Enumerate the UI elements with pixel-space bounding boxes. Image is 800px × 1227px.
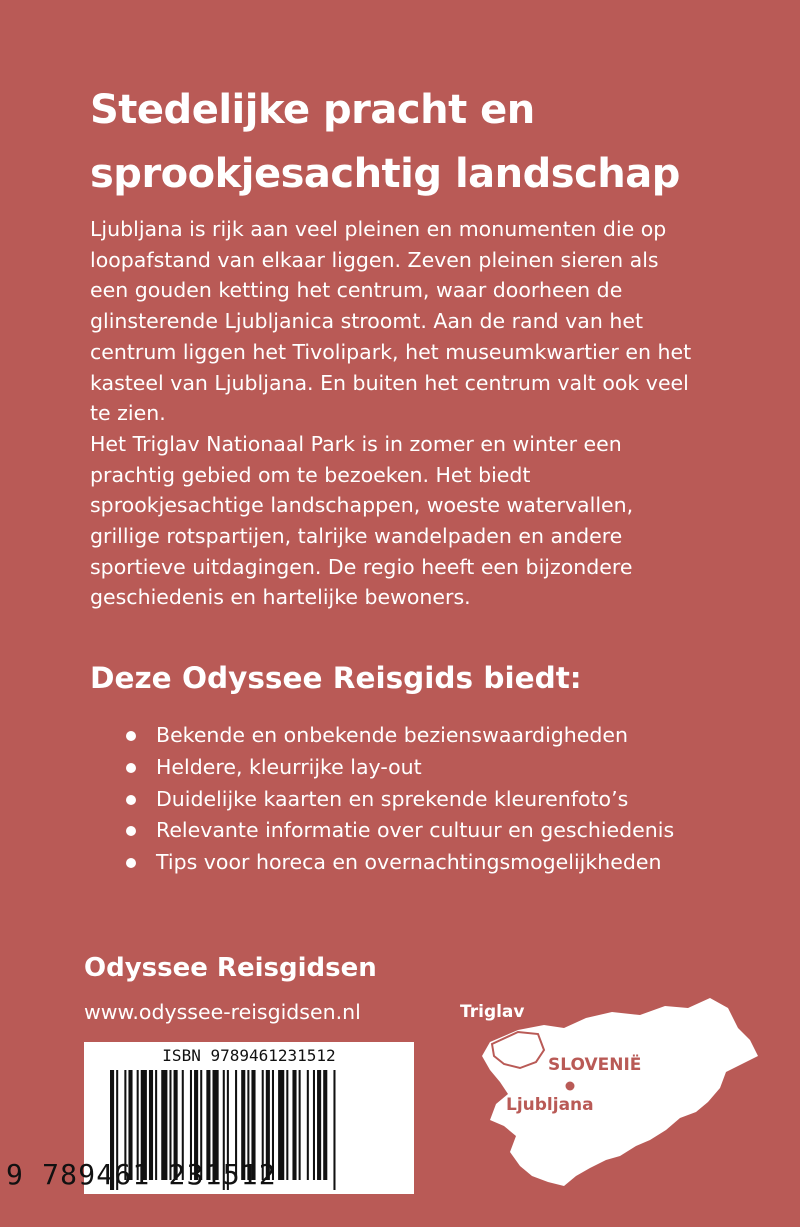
feature-text: Bekende en onbekende bezienswaardigheden	[156, 723, 629, 747]
paragraph-line: kasteel van Ljubljana. En buiten het centrum valt ook veel	[90, 370, 689, 395]
capital-dot-icon	[566, 1082, 575, 1091]
barcode-digits: 9 789461 231512	[6, 1158, 277, 1191]
paragraph-line: sportieve uitdagingen. De regio heeft een bijzondere	[90, 554, 633, 579]
publisher-website: www.odyssee-reisgidsen.nl	[84, 1000, 361, 1024]
list-item	[120, 815, 674, 847]
bullet-icon	[126, 731, 136, 741]
region-label: Triglav	[460, 1002, 525, 1022]
bullet-icon	[126, 858, 136, 868]
feature-text: Duidelijke kaarten en sprekende kleurenfoto’s	[156, 786, 629, 811]
feature-text: Tips voor horeca en overnachtingsmogelijkheden	[156, 850, 662, 875]
list-item	[120, 752, 674, 784]
list-item	[120, 847, 674, 879]
title-line: Stedelijke pracht en	[90, 87, 535, 133]
paragraph-line: een gouden ketting het centrum, waar doorheen de	[90, 278, 623, 303]
list-item	[120, 784, 674, 816]
country-label: SLOVENIË	[548, 1055, 642, 1075]
paragraph-line: geschiedenis en hartelijke bewoners.	[90, 585, 471, 610]
features-heading: Deze Odyssee Reisgids biedt:	[90, 661, 582, 695]
barcode-bar	[333, 1070, 335, 1190]
paragraph-line: centrum liggen het Tivolipark, het museumkwartier en het	[90, 339, 692, 364]
features-list	[120, 720, 674, 879]
feature-text: Heldere, kleurrijke lay-out	[156, 754, 422, 779]
list-item	[120, 720, 674, 752]
paragraph-line: Ljubljana is rijk aan veel pleinen en monumenten die op	[90, 217, 667, 241]
title-line: sprookjesachtig landschap	[90, 151, 680, 197]
paragraph-line: prachtig gebied om te bezoeken. Het biedt	[90, 462, 531, 487]
paragraph-line: sprookjesachtige landschappen, woeste watervallen,	[90, 493, 634, 518]
description-paragraph	[90, 214, 780, 613]
city-label: Ljubljana	[506, 1095, 594, 1115]
bullet-icon	[126, 826, 136, 836]
paragraph-line: Het Triglav Nationaal Park is in zomer en winter een	[90, 431, 622, 456]
paragraph-line: glinsterende Ljubljanica stroomt. Aan de rand van het	[90, 309, 643, 334]
publisher-name: Odyssee Reisgidsen	[84, 953, 377, 983]
bullet-icon	[126, 763, 136, 773]
paragraph-line: loopafstand van elkaar liggen. Zeven pleinen sieren als	[90, 247, 659, 272]
bullet-icon	[126, 795, 136, 805]
slovenia-map	[460, 990, 760, 1200]
isbn-label: ISBN 9789461231512	[162, 1046, 336, 1065]
paragraph-line: grillige rotspartijen, talrijke wandelpaden en andere	[90, 524, 623, 549]
feature-text: Relevante informatie over cultuur en geschiedenis	[156, 818, 675, 843]
paragraph-line: te zien.	[90, 401, 166, 426]
country-shape	[482, 998, 758, 1186]
cover-title	[90, 78, 770, 206]
